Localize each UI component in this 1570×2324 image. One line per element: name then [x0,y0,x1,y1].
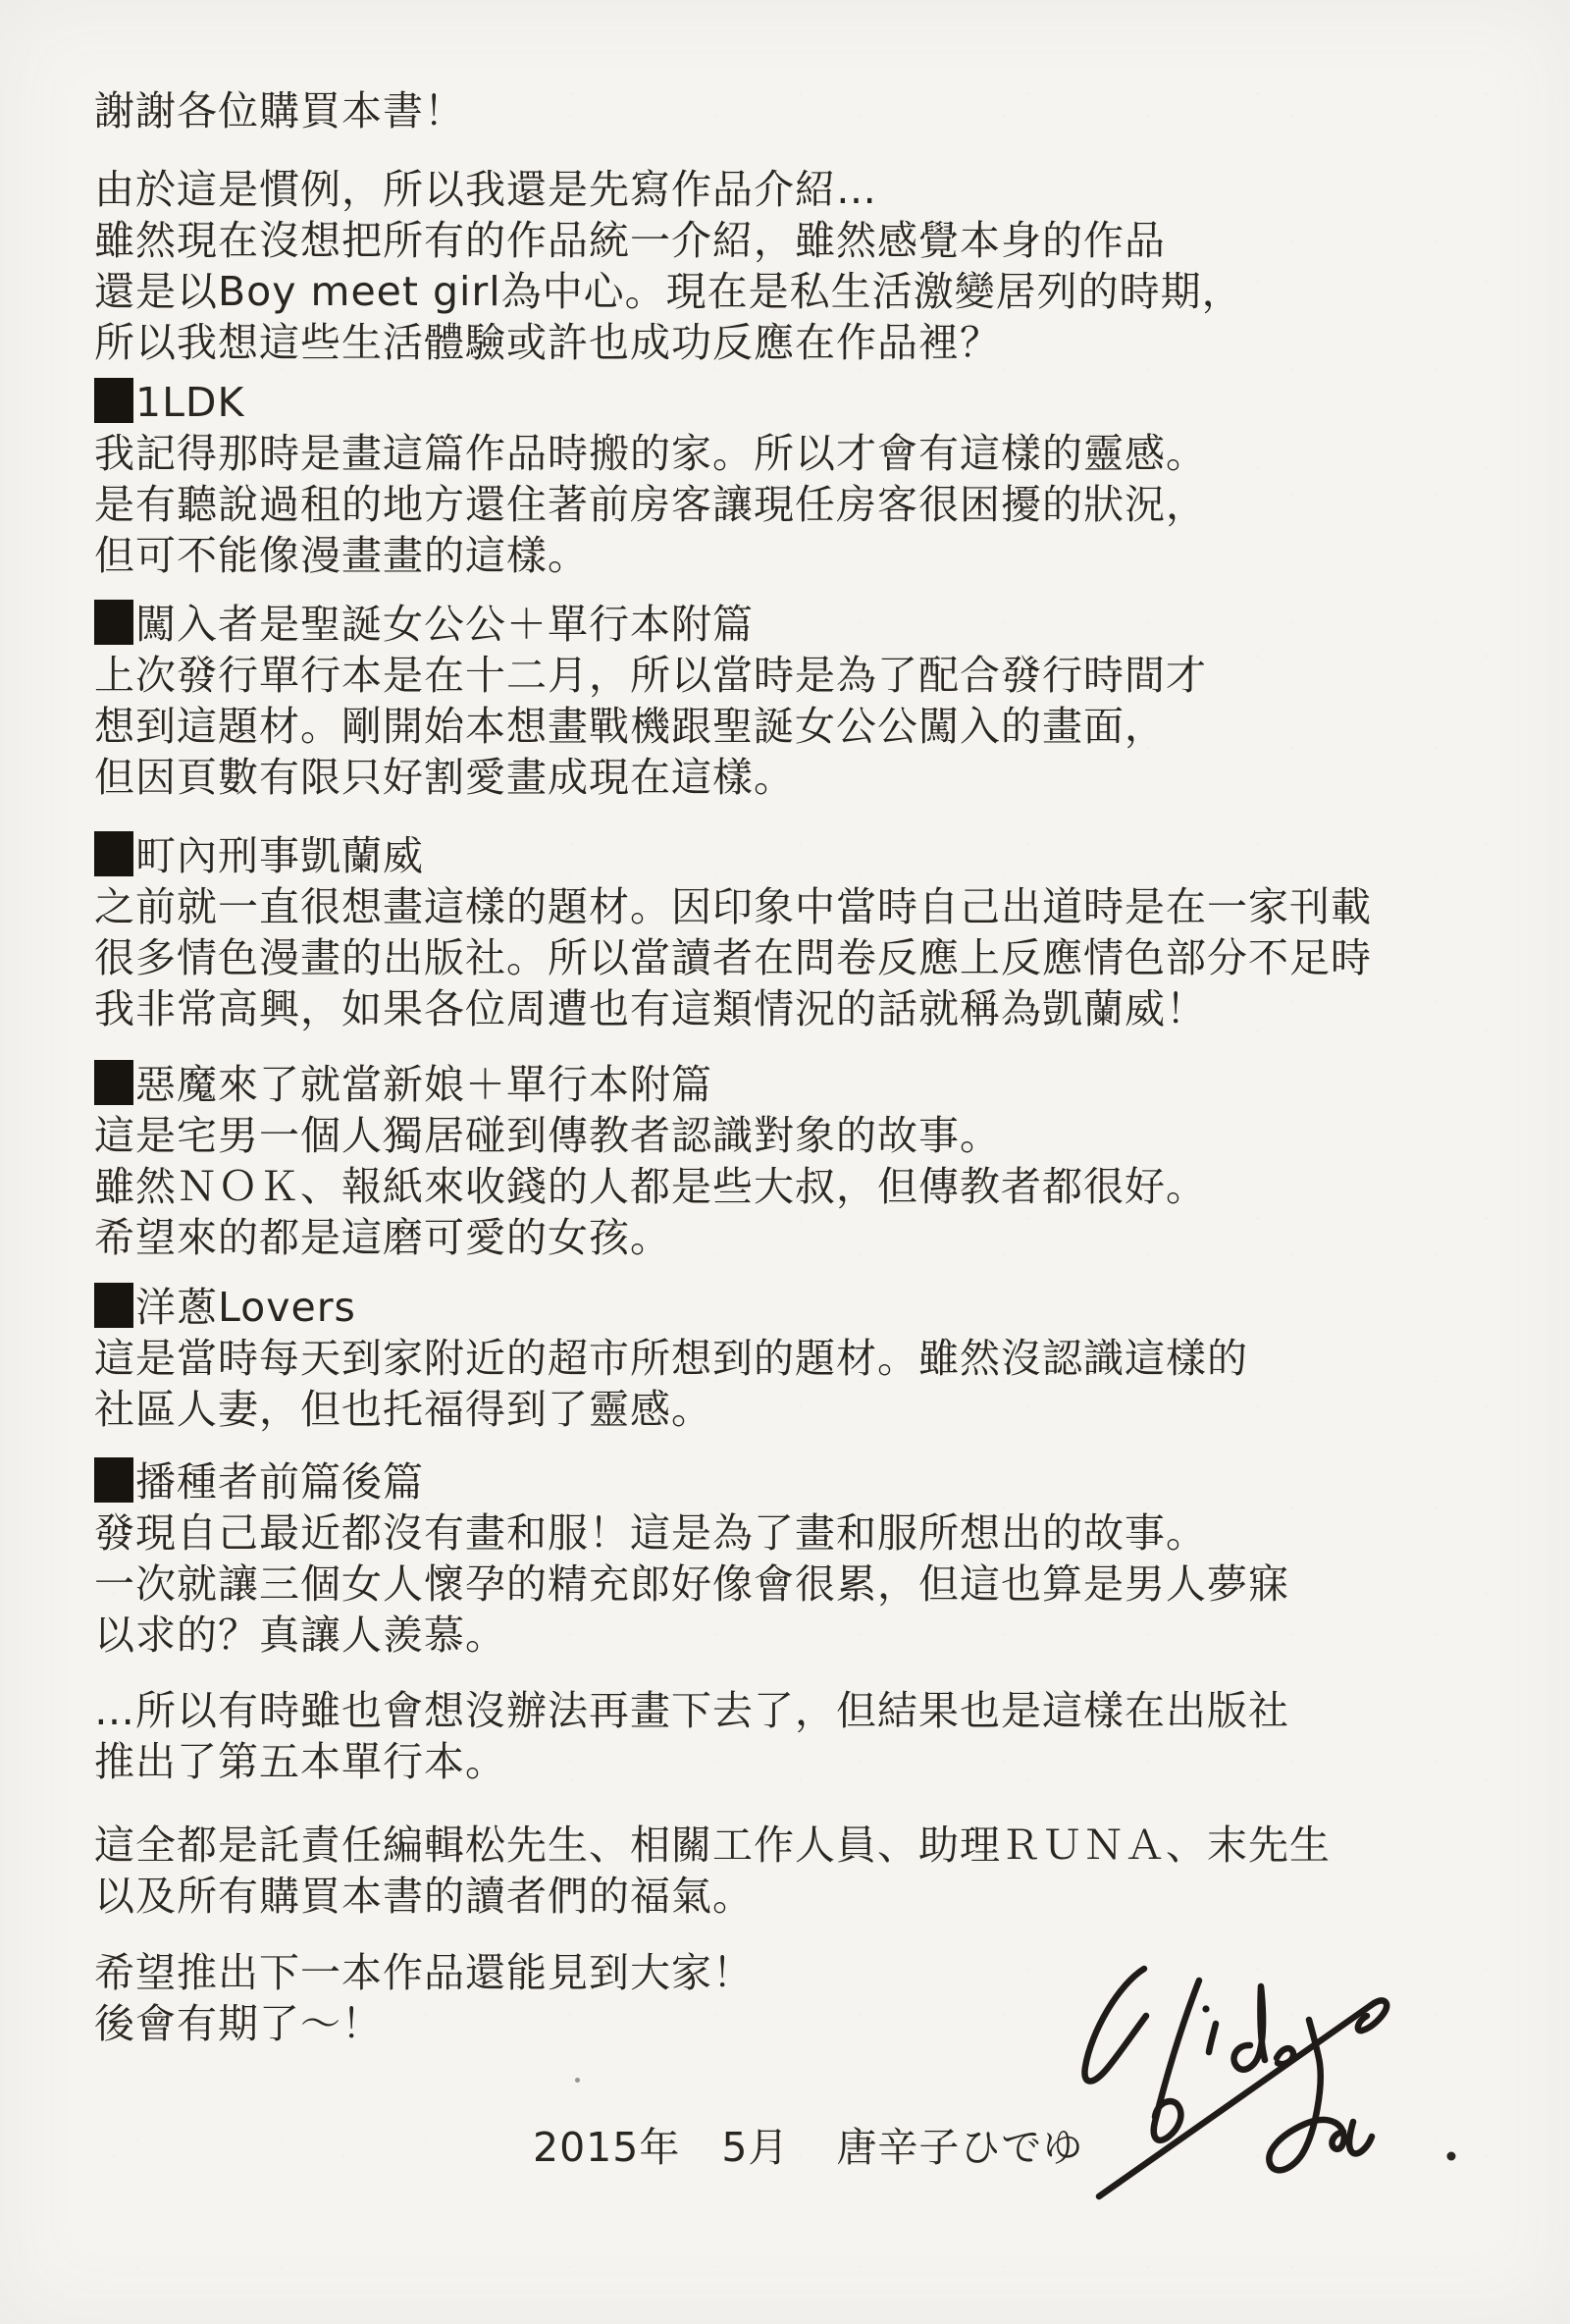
section-title: 惡魔來了就當新娘＋單行本附篇 [135,1061,712,1108]
section-seeder [94,1456,1531,1661]
text-line: 這是宅男一個人獨居碰到傳教者認識對象的故事。 [94,1112,1001,1159]
section-intruder-santa [94,599,1531,803]
text-line: 由於這是慣例，所以我還是先寫作品介紹… [94,166,877,213]
black-square-bullet-icon [94,1283,133,1328]
text-line: 希望推出下一本作品還能見到大家！ [94,1949,754,1996]
black-square-bullet-icon [94,831,133,876]
text-line: 但因頁數有限只好割愛畫成現在這樣。 [94,754,795,801]
text-line: 以求的？真讓人羨慕。 [94,1611,506,1659]
text-line: 推出了第五本單行本。 [94,1738,506,1785]
text-line: 希望來的都是這磨可愛的女孩。 [94,1214,671,1261]
text-line: 後會有期了～！ [94,2000,383,2047]
black-square-bullet-icon [94,1060,133,1105]
closing-paragraph-1 [94,1685,1531,1787]
date-text: 2015年 5月 [533,2124,790,2171]
text-line: 雖然現在沒想把所有的作品統一介紹，雖然感覺本身的作品 [94,217,1166,264]
section-header [94,1059,1531,1110]
text-line: 發現自己最近都沒有畫和服！這是為了畫和服所想出的故事。 [94,1509,1207,1557]
text-line: 這全都是託責任編輯松先生、相關工作人員、助理ＲＵＮＡ、末先生 [94,1822,1331,1869]
section-header [94,1282,1531,1333]
text-line: 以及所有購買本書的讀者們的福氣。 [94,1873,754,1920]
section-header [94,830,1531,881]
text-line: 想到這題材。剛開始本想畫戰機跟聖誕女公公闖入的畫面， [94,703,1166,750]
text-line: 但可不能像漫畫畫的這樣。 [94,532,589,579]
section-1ldk [94,377,1531,581]
signature-svg [1077,1929,1465,2234]
text-line: 之前就一直很想畫這樣的題材。因印象中當時自己出道時是在一家刊載 [94,883,1372,930]
text-line: 上次發行單行本是在十二月，所以當時是為了配合發行時間才 [94,652,1207,699]
text-line: 一次就讓三個女人懷孕的精充郎好像會很累，但這也算是男人夢寐 [94,1560,1289,1608]
section-title: 闖入者是聖誕女公公＋單行本附篇 [135,601,754,648]
greeting-block [94,85,1531,136]
section-title: 播種者前篇後篇 [135,1458,424,1505]
section-onion-lovers [94,1282,1531,1435]
author-signature [1077,1929,1465,2234]
section-title: 洋蔥Lovers [135,1284,356,1331]
black-square-bullet-icon [94,1457,133,1503]
text-line: 所以我想這些生活體驗或許也成功反應在作品裡？ [94,319,1001,366]
text-line: 是有聽說過租的地方還住著前房客讓現任房客很困擾的狀況， [94,481,1207,528]
closing-paragraph-2 [94,1820,1531,1922]
section-header [94,377,1531,428]
black-square-bullet-icon [94,600,133,645]
text-line: 很多情色漫畫的出版社。所以當讀者在問卷反應上反應情色部分不足時 [94,934,1372,981]
author-name: 唐辛子ひでゆ [836,2124,1084,2171]
intro-paragraph [94,164,1531,368]
text-line: 雖然ＮＯＫ、報紙來收錢的人都是些大叔，但傳教者都很好。 [94,1163,1207,1210]
text-line: 還是以Boy meet girl為中心。現在是私生活激變居列的時期， [94,268,1243,315]
ink-speck [575,2078,580,2083]
section-title: 1LDK [135,379,245,426]
section-devil-bride [94,1059,1531,1263]
section-header [94,1456,1531,1507]
section-town-detective [94,830,1531,1034]
text-line: 我記得那時是畫這篇作品時搬的家。所以才會有這樣的靈感。 [94,430,1207,477]
text-line: 社區人妻，但也托福得到了靈感。 [94,1386,712,1433]
greeting-text: 謝謝各位購買本書！ [94,87,465,134]
section-header [94,599,1531,650]
text-line: …所以有時雖也會想沒辦法再畫下去了，但結果也是這樣在出版社 [94,1687,1289,1734]
section-title: 町內刑事凱蘭威 [135,832,424,879]
text-line: 這是當時每天到家附近的超市所想到的題材。雖然沒認識這樣的 [94,1335,1248,1382]
black-square-bullet-icon [94,378,133,423]
text-column [94,85,1531,2173]
text-line: 我非常高興，如果各位周遭也有這類情況的話就稱為凱蘭威！ [94,985,1207,1032]
